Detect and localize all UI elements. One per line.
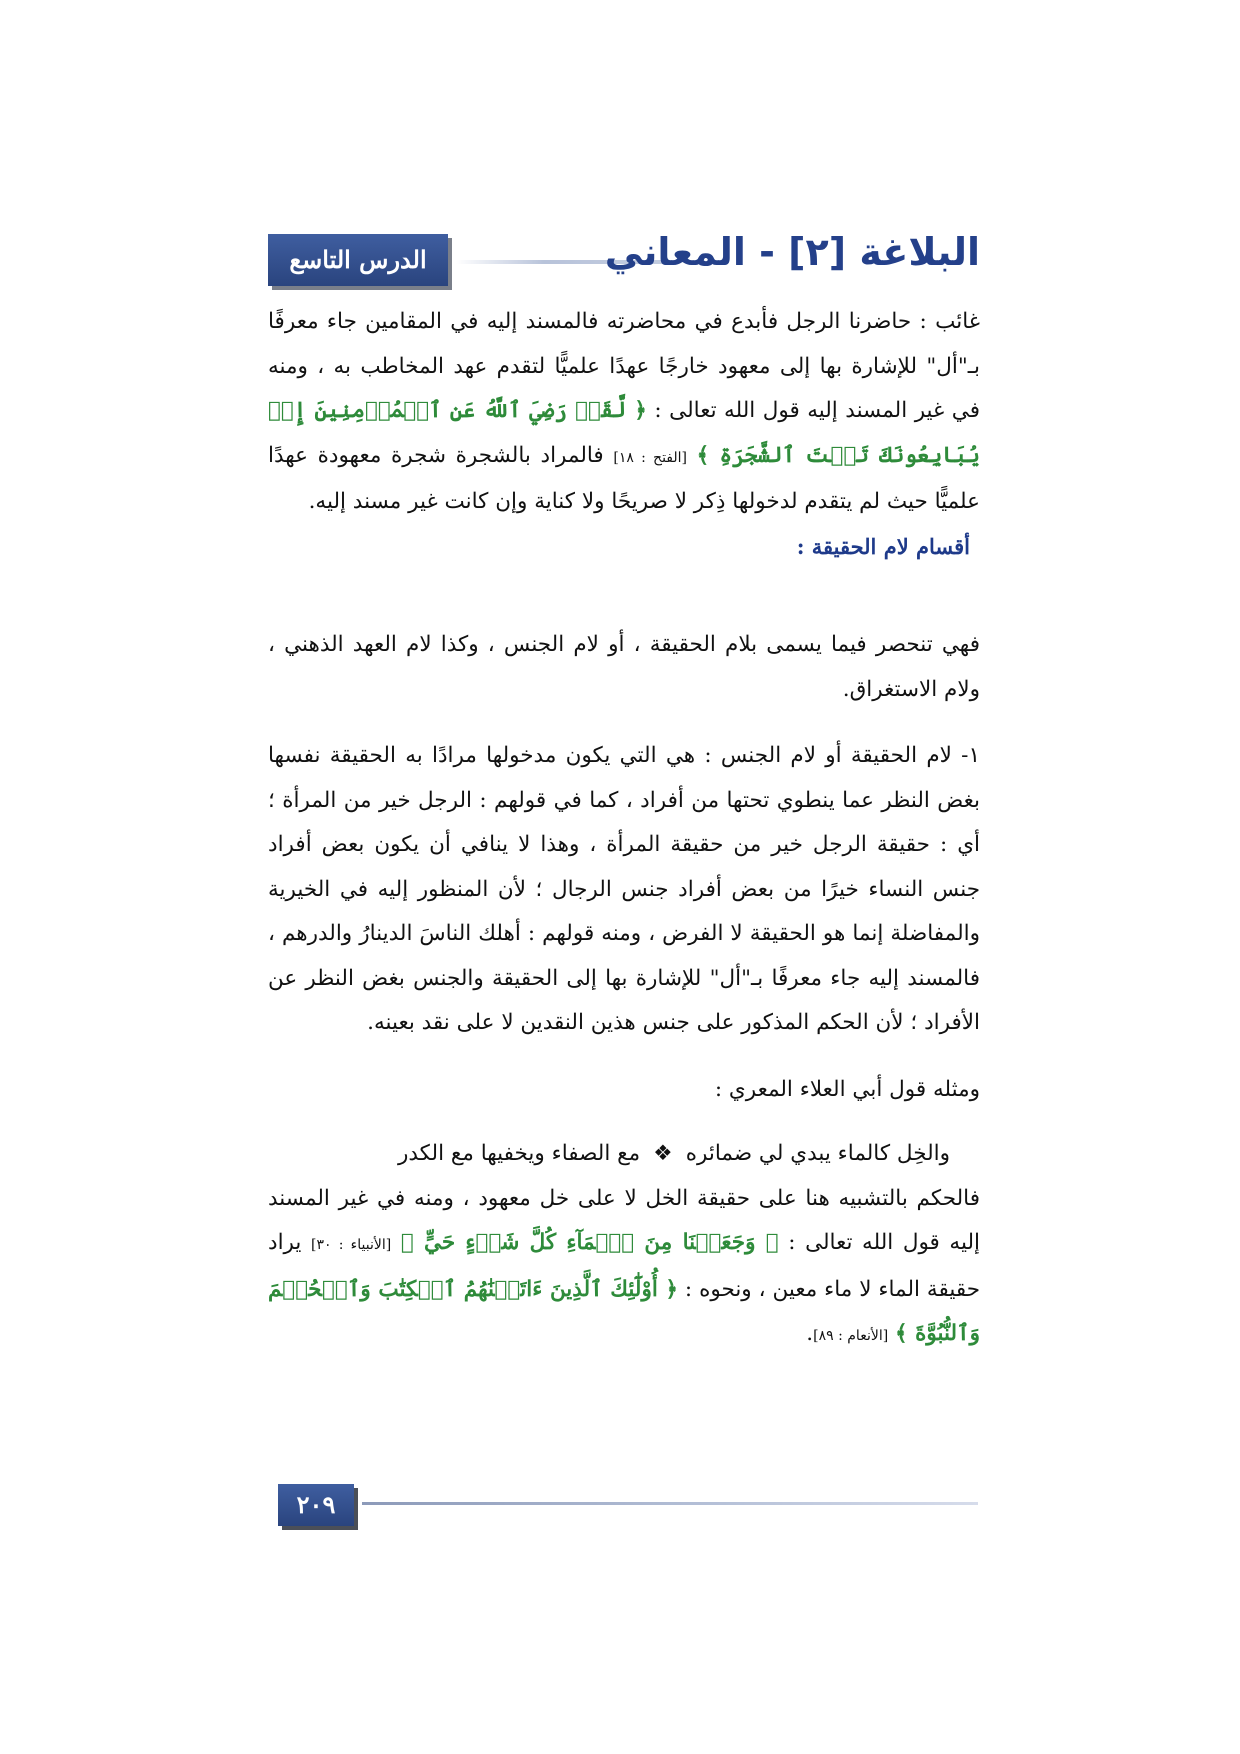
paragraph: ١- لام الحقيقة أو لام الجنس : هي التي يكون مدخولها مرادًا به الحقيقة نفسها بغض النظر عما ينطوي تحتها من أفراد ، كما في قولهم : الرجل خير من المرأة ؛ أي : حقيقة الرجل خير من حقيقة المرأة ، وهذا لا ينافي أن يكون بعض أفراد جنس النساء خيرًا من بعض أفراد جنس الرجال ؛ لأن المنظور إليه في الخيرية والمفاضلة إنما هو الحقيقة لا الفرض ، ومنه قولهم : أهلك الناسَ الدينارُ والدرهم ، فالمسند إليه جاء معرفًا بـ"أل" للإشارة بها إلى الحقيقة والجنس بغض النظر عن الأفراد ؛ لأن الحكم المذكور على جنس هذين النقدين لا على نقد بعينه.: [268, 743, 980, 1035]
lesson-label: الدرس التاسع: [268, 234, 448, 286]
verse-separator-icon: ❖: [653, 1141, 673, 1166]
verse-hemistich: والخِل كالماء يبدي لي ضمائره: [685, 1141, 950, 1166]
paragraph-text: يراد حقيقة الماء لا ماء معين ، ونحوه :: [268, 1230, 980, 1302]
page-number: ٢٠٩: [278, 1484, 354, 1526]
quran-verse: ﴿ وَجَعَلۡنَا مِنَ ٱلۡمَآءِ كُلَّ شَيۡءٍ حَيٍّ ﴾: [400, 1230, 779, 1255]
verse-reference: [الأنعام : ٨٩]: [813, 1328, 889, 1344]
footer-divider: [362, 1502, 978, 1505]
page-header: [268, 230, 980, 294]
paragraph: فهي تنحصر فيما يسمى بلام الحقيقة ، أو لام الجنس ، وكذا لام العهد الذهني ، ولام الاستغراق.: [268, 632, 980, 702]
paragraph: [268, 300, 980, 525]
paragraph: ومثله قول أبي العلاء المعري :: [714, 1076, 980, 1102]
poetry-verse: [268, 1132, 980, 1177]
verse-reference: [الأنبياء : ٣٠]: [311, 1237, 392, 1253]
quran-verse: ﴿ لَّقَدۡ رَضِيَ ٱللَّهُ عَنِ ٱلۡمُؤۡمِنِينَ إِذۡ يُبَايِعُونَكَ تَحۡتَ ٱلشَّجَرَةِ ﴾: [268, 398, 980, 468]
quran-verse: ﴿ أُوْلَٰٓئِكَ ٱلَّذِينَ ءَاتَيۡنَٰهُمُ ٱلۡكِتَٰبَ وَٱلۡحُكۡمَ وَٱلنُّبُوَّةَ ﴾: [268, 1276, 980, 1346]
verse-hemistich: مع الصفاء ويخفيها مع الكدر: [398, 1141, 641, 1166]
book-title: البلاغة [٢] - المعاني: [604, 230, 980, 274]
paragraph-text: فالمراد بالشجرة شجرة معهودة عهدًا علميًّا حيث لم يتقدم لدخولها ذِكر لا صريحًا ولا كناية وإن كانت غير مسند إليه.: [268, 442, 980, 514]
paragraph: [268, 1177, 980, 1359]
section-heading: أقسام لام الحقيقة :: [796, 533, 970, 559]
paragraph-text: .: [806, 1321, 814, 1346]
page-body: [268, 300, 980, 1359]
page-footer: [278, 1484, 978, 1532]
verse-reference: [الفتح : ١٨]: [613, 449, 687, 466]
paragraph-text: فالحكم بالتشبيه هنا على حقيقة الخل لا على خل معهود ، ومنه في غير المسند إليه قول الله تعالى :: [268, 1185, 980, 1255]
paragraph-text: غائب : حاضرنا الرجل فأبدع في محاضرته فالمسند إليه في المقامين جاء معرفًا بـ"أل" للإشارة بها إلى معهود خارجًا عهدًا علميًّا لتقدم عهد المخاطب به ، ومنه في غير المسند إليه قول الله تعالى :: [268, 309, 980, 423]
